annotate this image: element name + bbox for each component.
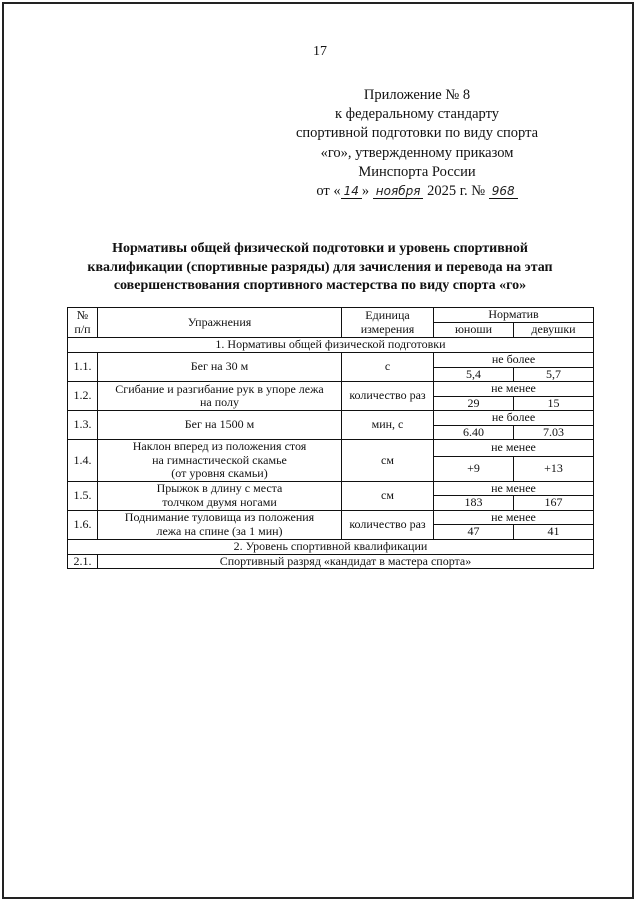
date-year: 2025 г. №: [427, 183, 486, 200]
title-line-2: квалификации (спортивные разряды) для зачисления и перевода на этап: [87, 259, 553, 275]
header-exercise: Упражнения: [98, 308, 342, 338]
normatives-table: [67, 307, 594, 569]
row-exercise: Наклон вперед из положения стоя на гимнастической скамье (от уровня скамьи): [98, 440, 342, 482]
table-row: [68, 382, 594, 397]
header-boys: юноши: [434, 323, 514, 338]
row-boys: 6.40: [434, 425, 514, 440]
row-num: 1.5.: [68, 481, 98, 510]
header-row: [68, 308, 594, 323]
row-boys: 47: [434, 525, 514, 540]
row-girls: 15: [514, 396, 594, 411]
row-condition: не менее: [434, 382, 594, 397]
header-unit: Единица измерения: [342, 308, 434, 338]
section-2-title: 2. Уровень спортивной квалификации: [68, 539, 594, 554]
row-boys: 5,4: [434, 367, 514, 382]
table-row: [68, 481, 594, 496]
appendix-line-3: спортивной подготовки по виду спорта: [295, 125, 539, 142]
date-prefix: от «: [316, 183, 341, 200]
date-mid: »: [361, 183, 370, 200]
row-num: 1.4.: [68, 440, 98, 482]
row-condition: не менее: [434, 510, 594, 525]
handwritten-month: ноября: [373, 185, 424, 199]
header-girls: девушки: [514, 323, 594, 338]
handwritten-order-number: 968: [489, 185, 518, 199]
row-condition: не более: [434, 411, 594, 426]
appendix-block: [292, 86, 542, 201]
row-unit: количество раз: [342, 382, 434, 411]
row-num: 1.3.: [68, 411, 98, 440]
row-condition: не менее: [434, 481, 594, 496]
appendix-line-4: «го», утвержденному приказом: [320, 144, 514, 161]
table-row: [68, 440, 594, 457]
row-boys: 29: [434, 396, 514, 411]
row-unit: см: [342, 440, 434, 482]
row-condition: не менее: [434, 440, 594, 457]
row-qualification: Спортивный разряд «кандидат в мастера спорта»: [98, 554, 594, 569]
table-row: [68, 554, 594, 569]
row-girls: 7.03: [514, 425, 594, 440]
row-girls: +13: [514, 456, 594, 481]
row-girls: 41: [514, 525, 594, 540]
title-line-3: совершенствования спортивного мастерства по виду спорта «го»: [113, 278, 527, 293]
row-boys: +9: [434, 456, 514, 481]
document-title: [80, 240, 560, 296]
header-norm: Норматив: [434, 308, 594, 323]
row-exercise: Бег на 1500 м: [98, 411, 342, 440]
title-line-1: Нормативы общей физической подготовки и уровень спортивной: [112, 241, 528, 256]
row-girls: 167: [514, 496, 594, 511]
row-exercise: Бег на 30 м: [98, 353, 342, 382]
appendix-line-1: Приложение № 8: [363, 87, 471, 103]
row-exercise: Поднимание туловища из положения лежа на спине (за 1 мин): [98, 510, 342, 539]
header-num: № п/п: [68, 308, 98, 338]
section-row: [68, 338, 594, 353]
row-exercise: Прыжок в длину с места толчком двумя ногами: [98, 481, 342, 510]
row-num: 1.2.: [68, 382, 98, 411]
page-number: 17: [313, 44, 327, 59]
appendix-line-5: Минспорта России: [358, 163, 476, 180]
row-num: 1.6.: [68, 510, 98, 539]
table-row: [68, 411, 594, 426]
row-unit: см: [342, 481, 434, 510]
appendix-date-line: [292, 182, 542, 201]
row-condition: не более: [434, 353, 594, 368]
row-unit: количество раз: [342, 510, 434, 539]
table-row: [68, 353, 594, 368]
row-girls: 5,7: [514, 367, 594, 382]
section-row: [68, 539, 594, 554]
row-boys: 183: [434, 496, 514, 511]
appendix-line-2: к федеральному стандарту: [335, 106, 499, 123]
row-unit: мин, с: [342, 411, 434, 440]
row-unit: с: [342, 353, 434, 382]
row-num: 1.1.: [68, 353, 98, 382]
row-num: 2.1.: [68, 554, 98, 569]
table-row: [68, 510, 594, 525]
section-1-title: 1. Нормативы общей физической подготовки: [68, 338, 594, 353]
row-exercise: Сгибание и разгибание рук в упоре лежа на полу: [98, 382, 342, 411]
handwritten-day: 14: [341, 185, 362, 199]
